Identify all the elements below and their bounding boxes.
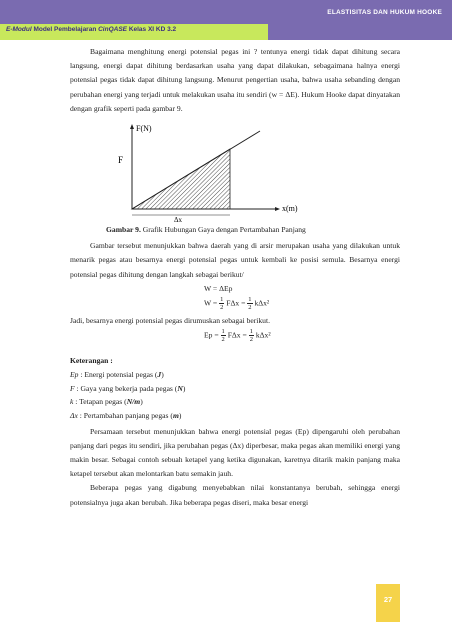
symbol: k (70, 397, 74, 407)
unit: J (157, 370, 162, 380)
page-content (70, 45, 400, 510)
close-paren: ) (161, 370, 164, 380)
page-number: 27 (383, 595, 393, 604)
description: : Gaya yang bekerja pada pegas ( (74, 383, 178, 393)
eq3-mid: FΔx = (227, 330, 247, 340)
unit: N (177, 383, 183, 393)
header-bar (0, 0, 452, 40)
description: : Pertambahan panjang pegas ( (77, 411, 173, 421)
unit: m (172, 411, 179, 421)
x-axis-label: x(m) (282, 204, 298, 214)
keterangan-row (70, 368, 400, 382)
eq2-frac-b (247, 296, 252, 311)
keterangan-row (70, 382, 400, 396)
eq3-frac-b (249, 328, 254, 343)
discussion-paragraph: Persamaan tersebut menunjukkan bahwa energi potensial pegas (Ep) dipengaruhi oleh perubahan panjang dari pegas itu sendiri, jika perubahan pegas (Δx) diperbesar, maka pegas akan memiliki energi yang makin besar. Sebagai contoh sebuah ketapel yang ketika digunakan, karetnya ditarik makin panjang maka ketapel tersebut akan melontarkan batu semakin jauh. (70, 426, 400, 479)
page-number-box (376, 584, 400, 622)
x-arrow (275, 207, 280, 211)
caption-label: Gambar 9. (106, 225, 141, 235)
keterangan-row (70, 395, 400, 409)
symbol: Δx (70, 411, 78, 421)
subtitle-mid: Model Pembelajaran (31, 26, 99, 33)
dx-label: Δx (174, 216, 183, 224)
keterangan-list (70, 368, 400, 422)
graph-svg (70, 119, 400, 223)
y-arrow (130, 124, 134, 129)
frac-den: 2 (220, 303, 224, 311)
caption-text: Grafik Hubungan Gaya dengan Pertambahan Panjang (140, 225, 306, 235)
symbol: F (70, 383, 75, 393)
frac-den: 2 (248, 303, 252, 311)
frac-den: 2 (221, 336, 225, 344)
f-label: F (118, 155, 124, 166)
subtitle-suffix: Kelas XI KD 3.2 (127, 26, 177, 33)
subtitle-prefix: E-Modul (6, 26, 32, 33)
series-spring-paragraph: Beberapa pegas yang digabung menyebabkan nilai konstantanya berubah, sehingga energi potensialnya juga akan berubah. Jika beberapa pegas diseri, maka besar energi (70, 483, 400, 507)
frac-num: 1 (221, 328, 225, 336)
symbol: Ep (70, 370, 79, 380)
eq2-lhs: W = (204, 298, 218, 308)
eq2-mid: FΔx = (226, 298, 246, 308)
frac-num: 1 (249, 328, 253, 336)
eq3-lhs: Ep = (204, 330, 219, 340)
eq2-frac-a (219, 296, 224, 311)
frac-num: 1 (220, 295, 224, 303)
frac-den: 2 (249, 336, 253, 344)
unit: N/m (126, 397, 141, 407)
eq2-end: kΔx² (254, 298, 270, 308)
y-axis-label: F(N) (136, 124, 152, 134)
frac-num: 1 (248, 295, 252, 303)
close-paren: ) (140, 397, 143, 407)
equation-2 (204, 296, 400, 314)
force-extension-graph (70, 119, 400, 223)
description: : Energi potensial pegas ( (78, 370, 158, 380)
module-subtitle (6, 26, 176, 33)
eq3-frac-a (221, 328, 226, 343)
chapter-title: ELASTISITAS DAN HUKUM HOOKE (327, 9, 442, 16)
figure-caption (106, 223, 400, 237)
close-paren: ) (178, 411, 182, 421)
conclusion-paragraph: Jadi, besarnya energi potensial pegas dirumuskan sebagai berikut. (70, 315, 270, 325)
close-paren: ) (182, 383, 186, 393)
keterangan-row (70, 409, 400, 423)
subtitle-model: CinQASE (98, 26, 128, 33)
eq3-end: kΔx² (255, 330, 271, 340)
explanation-paragraph: Gambar tersebut menunjukkan bahwa daerah yang di arsir merupakan usaha yang dilakukan untuk menarik pegas atau besarnya energi potensial pegas untuk kembali ke posisi semula. Besarnya energi potensial pegas dihitung dengan langkah sebagai berikut/ (70, 241, 400, 279)
description: : Tetapan pegas ( (73, 397, 127, 407)
intro-paragraph: Bagaimana menghitung energi potensial pegas ini ? tentunya energi tidak dapat dihitung secara langsung, energi dapat dihitung berdasarkan usaha yang dapat dilakukan, sebagaimana halnya energi potensial pegas tidak dapat dihitung langsung. Menurut pengertian usaha, bahwa usaha sebanding dengan perubahan energi yang terjadi untuk melakukan usaha itu sendiri (w = ΔE). Hukum Hooke dapat dinyatakan dengan grafik seperti pada gambar 9. (70, 47, 400, 113)
equation-1: W = ΔEp (204, 283, 233, 293)
keterangan-title: Keterangan : (70, 356, 113, 366)
equation-3 (204, 328, 400, 348)
